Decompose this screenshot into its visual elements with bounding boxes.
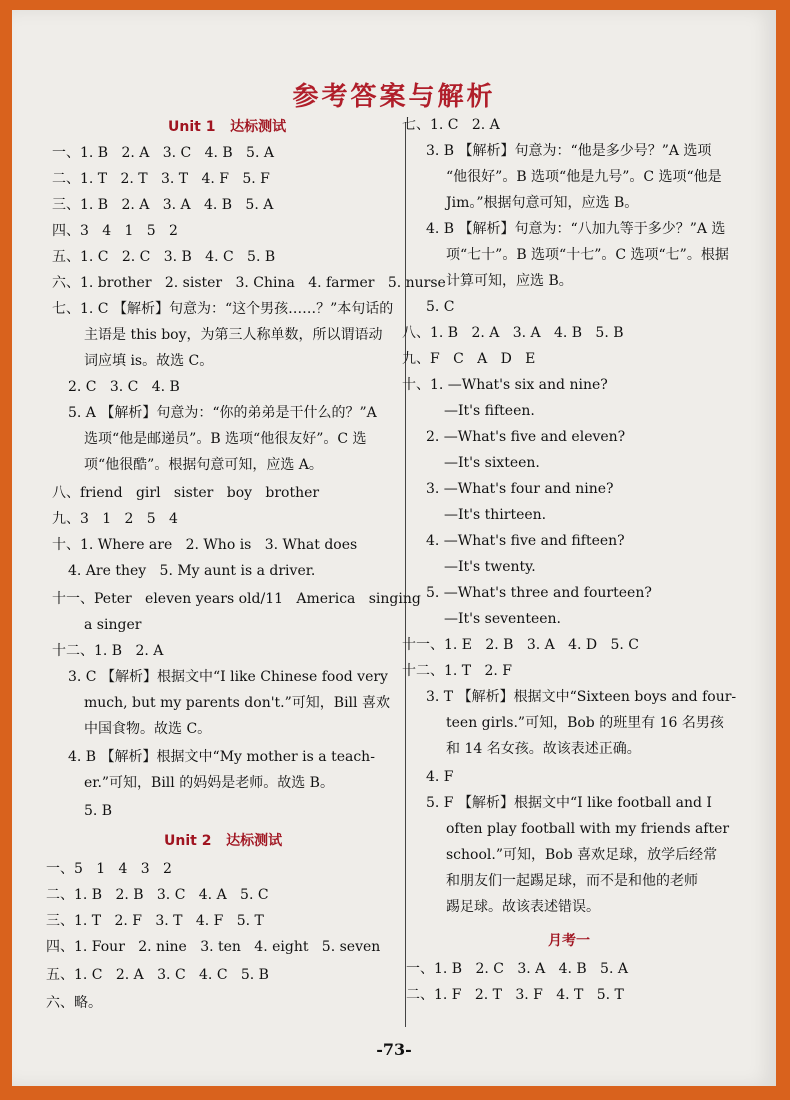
answer-line: 三、1. T 2. F 3. T 4. F 5. T xyxy=(46,913,264,929)
answer-line: 十二、1. B 2. A xyxy=(52,643,164,659)
answer-line: 一、1. B 2. C 3. A 4. B 5. A xyxy=(406,961,628,977)
answer-line: 和 14 名女孩。故该表述正确。 xyxy=(446,741,641,757)
answer-line: 一、1. B 2. A 3. C 4. B 5. A xyxy=(52,145,274,161)
answer-line: 八、friend girl sister boy brother xyxy=(52,485,320,501)
answer-line: 5. B xyxy=(84,803,113,819)
answer-line: 七、1. C 2. A xyxy=(402,117,500,133)
answer-line: a singer xyxy=(84,617,142,633)
answer-line: 九、F C A D E xyxy=(402,351,536,367)
answer-line: 2. C 3. C 4. B xyxy=(68,379,180,395)
answer-line: 主语是 this boy，为第三人称单数，所以谓语动 xyxy=(84,327,383,343)
answer-line: 4. F xyxy=(426,769,454,785)
answer-line: 十一、1. E 2. B 3. A 4. D 5. C xyxy=(402,637,639,653)
answer-line: 二、1. B 2. B 3. C 4. A 5. C xyxy=(46,887,269,903)
answer-line: 六、1. brother 2. sister 3. China 4. farmer 5. nurse xyxy=(52,275,446,291)
answer-line: 选项“他是邮递员”。B 选项“他很友好”。C 选 xyxy=(84,431,367,447)
answer-line: 六、略。 xyxy=(46,995,102,1011)
answer-line: —It's twenty. xyxy=(444,559,536,575)
answer-line: —It's seventeen. xyxy=(444,611,561,627)
section-heading: Unit 2 达标测试 xyxy=(164,833,283,849)
answer-line: 3. B 【解析】句意为：“他是多少号？”A 选项 xyxy=(426,143,712,159)
page-number: -73- xyxy=(376,1040,412,1059)
answer-line: 5. A 【解析】句意为：“你的弟弟是干什么的？”A xyxy=(68,405,377,421)
answer-line: 2. —What's five and eleven? xyxy=(426,429,626,445)
answer-line: —It's fifteen. xyxy=(444,403,535,419)
answer-line: 四、1. Four 2. nine 3. ten 4. eight 5. seven xyxy=(46,939,381,955)
column-divider xyxy=(405,122,406,1027)
answer-line: er.”可知，Bill 的妈妈是老师。故选 B。 xyxy=(84,775,334,791)
answer-page xyxy=(12,10,776,1086)
answer-line: 五、1. C 2. C 3. B 4. C 5. B xyxy=(52,249,276,265)
answer-line: 项“他很酷”。根据句意可知，应选 A。 xyxy=(84,457,323,473)
answer-line: 中国食物。故选 C。 xyxy=(84,721,212,737)
answer-line: 一、5 1 4 3 2 xyxy=(46,861,172,877)
answer-line: 3. —What's four and nine? xyxy=(426,481,614,497)
answer-line: often play football with my friends after xyxy=(446,821,730,837)
answer-line: 和朋友们一起踢足球，而不是和他的老师 xyxy=(446,873,698,889)
answer-line: 4. B 【解析】根据文中“My mother is a teach- xyxy=(68,749,375,765)
answer-line: 十二、1. T 2. F xyxy=(402,663,513,679)
answer-line: 十、1. Where are 2. Who is 3. What does xyxy=(52,537,358,553)
answer-line: 二、1. T 2. T 3. T 4. F 5. F xyxy=(52,171,270,187)
answer-line: much, but my parents don't.”可知，Bill 喜欢 xyxy=(84,695,390,711)
page-title: 参考答案与解析 xyxy=(292,82,496,112)
answer-line: 七、1. C 【解析】句意为：“这个男孩……？”本句话的 xyxy=(52,301,394,317)
answer-line: school.”可知，Bob 喜欢足球，放学后经常 xyxy=(446,847,718,863)
answer-line: 4. —What's five and fifteen? xyxy=(426,533,625,549)
answer-line: 二、1. F 2. T 3. F 4. T 5. T xyxy=(406,987,624,1003)
answer-line: 四、3 4 1 5 2 xyxy=(52,223,178,239)
answer-line: teen girls.”可知，Bob 的班里有 16 名男孩 xyxy=(446,715,724,731)
answer-line: —It's thirteen. xyxy=(444,507,547,523)
answer-line: 4. Are they 5. My aunt is a driver. xyxy=(68,563,316,579)
section-heading: 月考一 xyxy=(548,933,590,949)
answer-line: 4. B 【解析】句意为：“八加九等于多少？”A 选 xyxy=(426,221,726,237)
answer-line: 十、1. —What's six and nine? xyxy=(402,377,608,393)
answer-line: 九、3 1 2 5 4 xyxy=(52,511,178,527)
answer-line: 十一、Peter eleven years old/11 America singing xyxy=(52,591,421,607)
answer-line: —It's sixteen. xyxy=(444,455,540,471)
answer-line: Jim。”根据句意可知，应选 B。 xyxy=(446,195,639,211)
answer-line: 5. —What's three and fourteen? xyxy=(426,585,652,601)
answer-line: 八、1. B 2. A 3. A 4. B 5. B xyxy=(402,325,624,341)
answer-line: 词应填 is。故选 C。 xyxy=(84,353,214,369)
answer-line: 3. C 【解析】根据文中“I like Chinese food very xyxy=(68,669,388,685)
answer-line: 5. F 【解析】根据文中“I like football and I xyxy=(426,795,712,811)
answer-line: 项“七十”。B 选项“十七”。C 选项“七”。根据 xyxy=(446,247,729,263)
answer-line: 踢足球。故该表述错误。 xyxy=(446,899,600,915)
answer-line: 计算可知，应选 B。 xyxy=(446,273,573,289)
section-heading: Unit 1 达标测试 xyxy=(168,119,287,135)
answer-line: 五、1. C 2. A 3. C 4. C 5. B xyxy=(46,967,269,983)
answer-line: “他很好”。B 选项“他是九号”。C 选项“他是 xyxy=(446,169,722,185)
answer-line: 三、1. B 2. A 3. A 4. B 5. A xyxy=(52,197,274,213)
answer-line: 3. T 【解析】根据文中“Sixteen boys and four- xyxy=(426,689,737,705)
answer-line: 5. C xyxy=(426,299,455,315)
